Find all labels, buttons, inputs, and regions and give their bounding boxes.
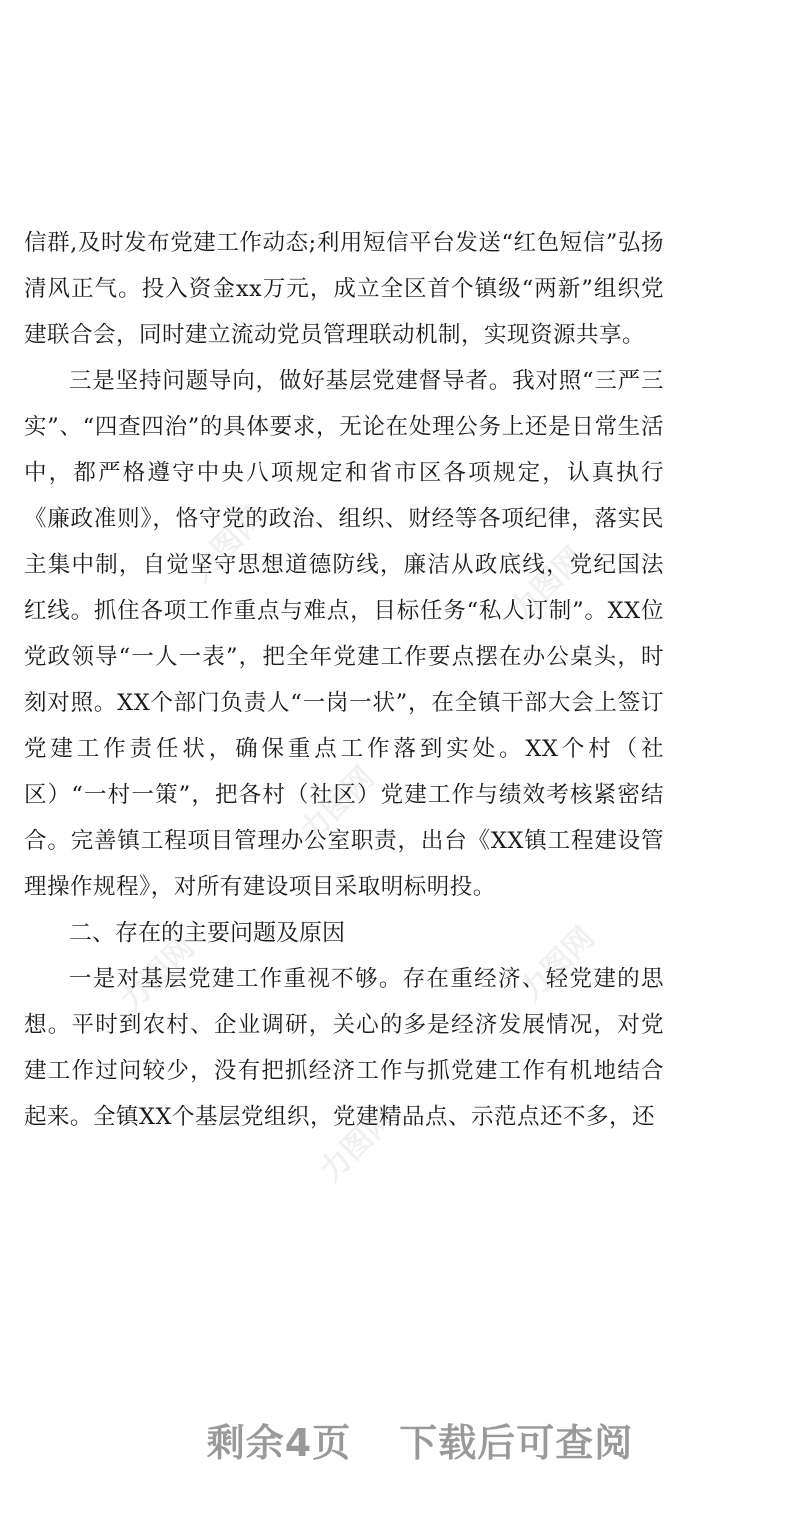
watermark: 力图网 bbox=[503, 540, 592, 629]
watermark: 力图网 bbox=[293, 760, 382, 849]
watermark: 力图网 bbox=[183, 500, 272, 589]
paragraph-problems: 一是对基层党建工作重视不够。存在重经济、轻党建的思想。平时到农村、企业调研，关心的多是经济发展情况，对党建工作过问较少，没有把抓经济工作与抓党建工作有机地结合起来。全镇XX个基层党组织，党建精品点、示范点还不多，还 bbox=[24, 966, 664, 1130]
watermark: 力图网 bbox=[313, 1100, 402, 1189]
download-prompt[interactable] bbox=[0, 1412, 800, 1467]
watermark: 力图网 bbox=[513, 920, 602, 1009]
paragraph-supervision: 三是坚持问题导向，做好基层党建督导者。我对照“三严三实”、“四查四治”的具体要求，无论在处理公务上还是日常生活中，都严格遵守中央八项规定和省市区各项规定，认真执行《廉政准则》，恪守党的政治、组织、财经等各项纪律，落实民主集中制，自觉坚守思想道德防线，廉洁从政底线，党纪国法红线。抓住各项工作重点与难点，目标任务“私人订制”。XX位党政领导“一人一表”，把全年党建工作要点摆在办公桌头，时刻对照。XX个部门负责人“一岗一状”，在全镇干部大会上签订党建工作责任状，确保重点工作落到实处。XX个村（社区）“一村一策”，把各村（社区）党建工作与绩效考核紧密结合。完善镇工程项目管理办公室职责，出台《XX镇工程建设管理操作规程》，对所有建设项目采取明标明投。 bbox=[24, 368, 664, 900]
download-hint-label: 下载后可查阅 bbox=[399, 1421, 634, 1465]
section-heading: 二、存在的主要问题及原因 bbox=[69, 920, 345, 946]
document-body bbox=[24, 220, 664, 1140]
watermark: 力图网 bbox=[113, 930, 202, 1019]
paragraph-continuation: 信群,及时发布党建工作动态;利用短信平台发送“红色短信”弘扬清风正气。投入资金xx万元，成立全区首个镇级“两新”组织党建联合会，同时建立流动党员管理联动机制，实现资源共享。 bbox=[24, 230, 664, 348]
remaining-pages-label: 剩余4页 bbox=[206, 1421, 352, 1465]
